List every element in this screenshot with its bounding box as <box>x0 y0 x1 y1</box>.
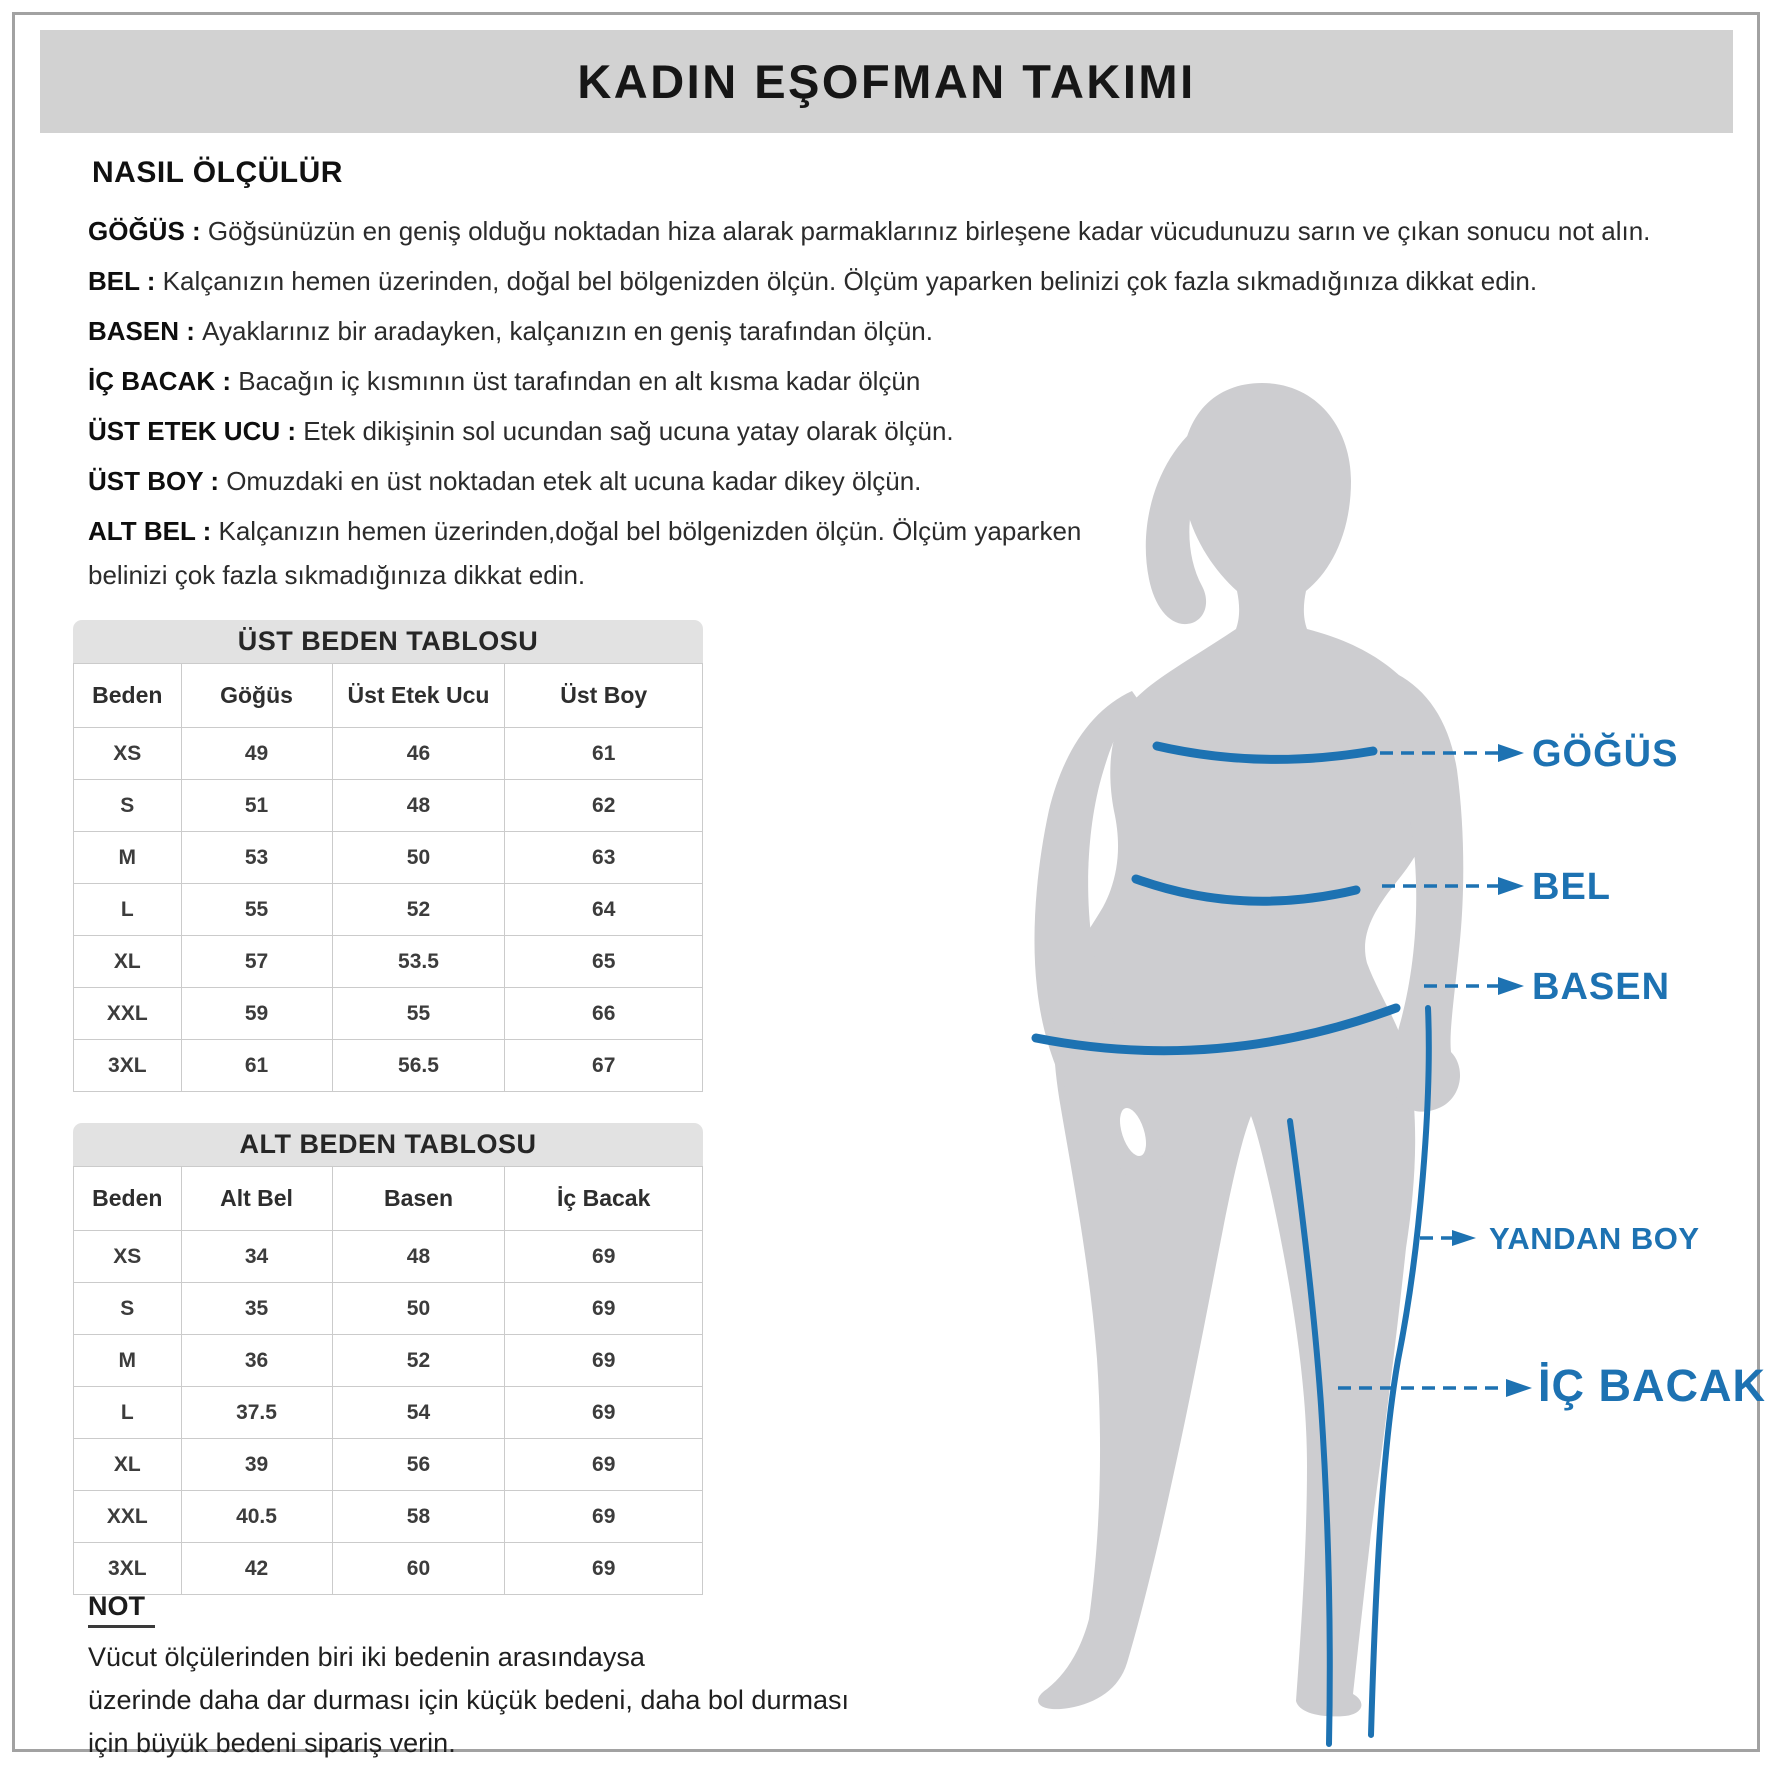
note-text <box>88 1636 849 1765</box>
figure-label-hip: BASEN <box>1532 966 1671 1008</box>
side-length-arrowhead <box>1452 1230 1476 1246</box>
table-cell: L <box>74 884 182 936</box>
table-row <box>74 1439 703 1491</box>
how-to-measure-section <box>88 156 1650 603</box>
table-row <box>74 1231 703 1283</box>
table-row <box>74 728 703 780</box>
table-cell: 53 <box>181 832 332 884</box>
measure-item: ÜST BOY : Omuzdaki en üst noktadan etek alt ucuna kadar dikey ölçün. <box>88 466 922 496</box>
table-cell: 40.5 <box>181 1491 332 1543</box>
table-cell: XS <box>74 1231 182 1283</box>
figure-label-side-length: YANDAN BOY <box>1489 1221 1700 1256</box>
table-row <box>74 936 703 988</box>
table-row <box>74 1283 703 1335</box>
column-header: İç Bacak <box>505 1167 703 1231</box>
table-cell: 35 <box>181 1283 332 1335</box>
table-cell: 65 <box>505 936 703 988</box>
table-cell: 34 <box>181 1231 332 1283</box>
table-cell: 53.5 <box>332 936 505 988</box>
table-row <box>74 1491 703 1543</box>
table-cell: 69 <box>505 1387 703 1439</box>
table-cell: 62 <box>505 780 703 832</box>
table-cell: 3XL <box>74 1040 182 1092</box>
table-cell: 69 <box>505 1491 703 1543</box>
table-cell: 39 <box>181 1439 332 1491</box>
hip-arrowhead <box>1498 977 1524 995</box>
how-to-measure-heading: NASIL ÖLÇÜLÜR <box>92 156 343 189</box>
measure-item-label: BASEN : <box>88 316 203 346</box>
table-cell: 66 <box>505 988 703 1040</box>
table-cell: XL <box>74 1439 182 1491</box>
table-cell: 69 <box>505 1543 703 1595</box>
table-cell: 48 <box>332 1231 505 1283</box>
table-cell: L <box>74 1387 182 1439</box>
measure-item-label: GÖĞÜS : <box>88 216 208 246</box>
table-cell: 58 <box>332 1491 505 1543</box>
lower-size-table <box>73 1166 703 1595</box>
chest-arrowhead <box>1498 744 1524 762</box>
table-cell: 37.5 <box>181 1387 332 1439</box>
column-header: Üst Boy <box>505 664 703 728</box>
note-section <box>88 1591 849 1765</box>
figure-label-chest: GÖĞÜS <box>1532 733 1679 775</box>
lower-size-table-section <box>73 1123 703 1595</box>
table-cell: 69 <box>505 1283 703 1335</box>
lower-table-title: ALT BEDEN TABLOSU <box>73 1123 703 1166</box>
table-cell: 51 <box>181 780 332 832</box>
table-row <box>74 832 703 884</box>
measure-item-label: ÜST BOY : <box>88 466 227 496</box>
table-cell: 64 <box>505 884 703 936</box>
upper-table-header-row <box>74 664 703 728</box>
measure-item: BEL : Kalçanızın hemen üzerinden, doğal bel bölgenizden ölçün. Ölçüm yaparken belinizi çok fazla sıkmadığınıza dikkat edin. <box>88 266 1538 296</box>
upper-size-table-section <box>73 620 703 1092</box>
column-header: Basen <box>332 1167 505 1231</box>
note-line: için büyük bedeni sipariş verin. <box>88 1728 456 1758</box>
table-cell: 60 <box>332 1543 505 1595</box>
table-cell: 69 <box>505 1231 703 1283</box>
table-cell: 54 <box>332 1387 505 1439</box>
table-cell: 57 <box>181 936 332 988</box>
table-cell: 56 <box>332 1439 505 1491</box>
table-cell: 52 <box>332 1335 505 1387</box>
table-cell: 36 <box>181 1335 332 1387</box>
waist-arrowhead <box>1498 877 1524 895</box>
upper-size-table <box>73 663 703 1092</box>
table-row <box>74 1040 703 1092</box>
table-cell: 59 <box>181 988 332 1040</box>
column-header: Alt Bel <box>181 1167 332 1231</box>
figure-label-waist: BEL <box>1532 866 1611 908</box>
column-header: Beden <box>74 664 182 728</box>
note-line: Vücut ölçülerinden biri iki bedenin arasındaysa <box>88 1642 645 1672</box>
table-row <box>74 1335 703 1387</box>
inner-leg-arrowhead <box>1506 1379 1532 1397</box>
table-cell: S <box>74 780 182 832</box>
measure-item-label: ÜST ETEK UCU : <box>88 416 304 446</box>
measure-item: İÇ BACAK : Bacağın iç kısmının üst tarafından en alt kısma kadar ölçün <box>88 366 921 396</box>
column-header: Üst Etek Ucu <box>332 664 505 728</box>
table-cell: 69 <box>505 1335 703 1387</box>
lower-table-header-row <box>74 1167 703 1231</box>
table-cell: XXL <box>74 1491 182 1543</box>
table-cell: 56.5 <box>332 1040 505 1092</box>
measure-item: BASEN : Ayaklarınız bir aradayken, kalçanızın en geniş tarafından ölçün. <box>88 316 933 346</box>
table-cell: 55 <box>332 988 505 1040</box>
figure-label-inner-leg: İÇ BACAK <box>1538 1360 1766 1411</box>
table-cell: 69 <box>505 1439 703 1491</box>
column-header: Beden <box>74 1167 182 1231</box>
table-cell: 48 <box>332 780 505 832</box>
measure-item-label: ALT BEL : <box>88 516 219 546</box>
measure-item-label: İÇ BACAK : <box>88 366 239 396</box>
table-row <box>74 988 703 1040</box>
column-header: Göğüs <box>181 664 332 728</box>
table-cell: M <box>74 832 182 884</box>
table-cell: XL <box>74 936 182 988</box>
table-row <box>74 1543 703 1595</box>
table-cell: 55 <box>181 884 332 936</box>
table-cell: 50 <box>332 832 505 884</box>
note-heading: NOT <box>88 1591 155 1628</box>
table-row <box>74 1387 703 1439</box>
measure-list <box>88 209 1650 597</box>
table-cell: XS <box>74 728 182 780</box>
table-cell: M <box>74 1335 182 1387</box>
measure-item-label: BEL : <box>88 266 163 296</box>
table-cell: 42 <box>181 1543 332 1595</box>
table-cell: XXL <box>74 988 182 1040</box>
table-cell: 67 <box>505 1040 703 1092</box>
page-title: KADIN EŞOFMAN TAKIMI <box>577 55 1196 108</box>
table-cell: 52 <box>332 884 505 936</box>
table-row <box>74 780 703 832</box>
table-cell: 46 <box>332 728 505 780</box>
measure-item: GÖĞÜS : Göğsünüzün en geniş olduğu noktadan hiza alarak parmaklarınız birleşene kadar vücudunuzu sarın ve çıkan sonucu not alın. <box>88 216 1651 246</box>
note-line: üzerinde daha dar durması için küçük bedeni, daha bol durması <box>88 1685 849 1715</box>
table-cell: 63 <box>505 832 703 884</box>
upper-table-title: ÜST BEDEN TABLOSU <box>73 620 703 663</box>
table-cell: 61 <box>181 1040 332 1092</box>
measure-item: ALT BEL : Kalçanızın hemen üzerinden,doğal bel bölgenizden ölçün. Ölçüm yaparken belinizi çok fazla sıkmadığınıza dikkat edin. <box>88 516 1082 590</box>
table-row <box>74 884 703 936</box>
table-cell: 61 <box>505 728 703 780</box>
table-cell: 50 <box>332 1283 505 1335</box>
table-cell: 49 <box>181 728 332 780</box>
table-cell: S <box>74 1283 182 1335</box>
table-cell: 3XL <box>74 1543 182 1595</box>
measure-item: ÜST ETEK UCU : Etek dikişinin sol ucundan sağ ucuna yatay olarak ölçün. <box>88 416 954 446</box>
